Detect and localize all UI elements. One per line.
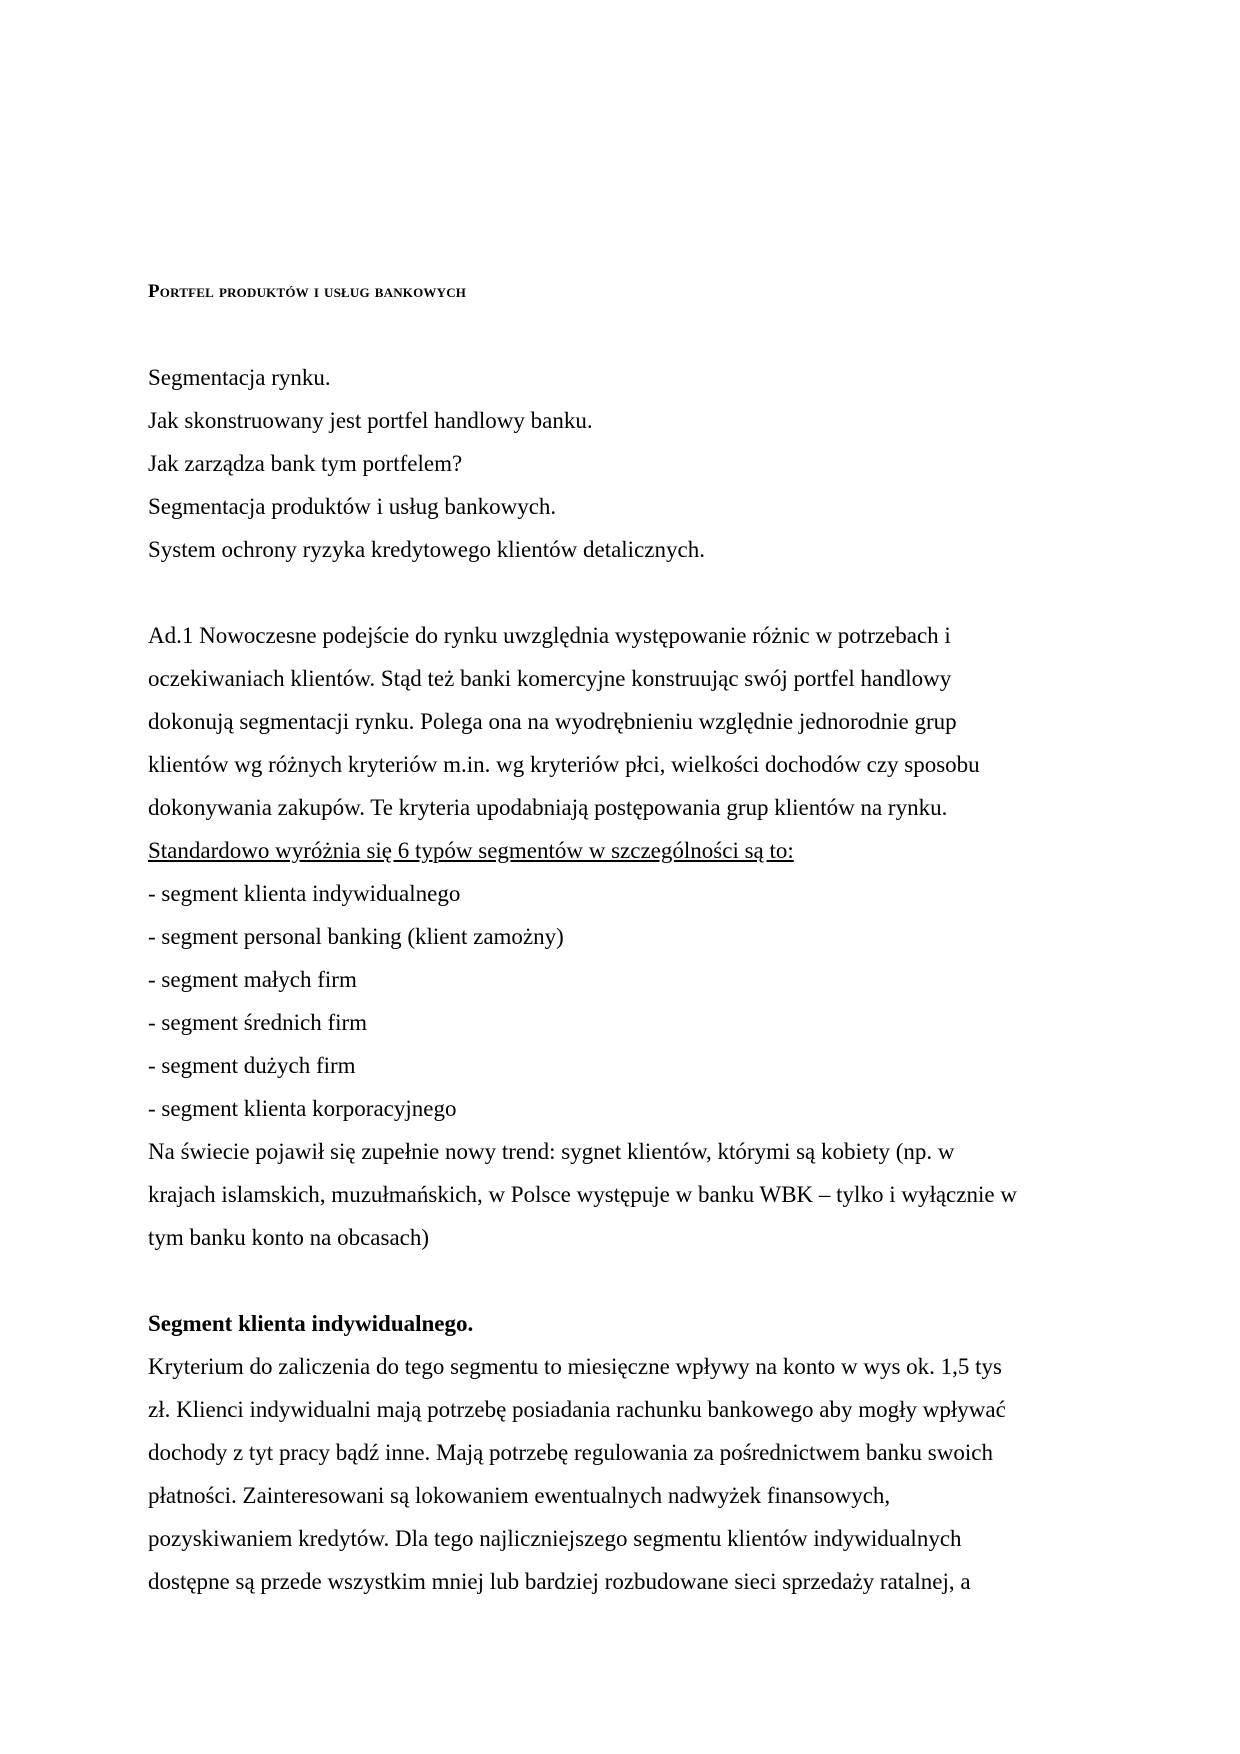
paragraph-line: krajach islamskich, muzułmańskich, w Polsce występuje w banku WBK – tylko i wyłącznie w: [148, 1182, 1017, 1207]
ad1-paragraph: [148, 614, 1100, 829]
paragraph-line: dochody z tyt pracy bądź inne. Mają potrzebę regulowania za pośrednictwem banku swoich: [148, 1440, 993, 1465]
document-page: [148, 270, 1100, 1603]
topic-item: Segmentacja produktów i usług bankowych.: [148, 494, 557, 519]
topic-item: Jak skonstruowany jest portfel handlowy banku.: [148, 408, 593, 433]
document-title: Portfel produktów i usług bankowych: [148, 281, 467, 302]
section-paragraph: [148, 1345, 1100, 1603]
topic-item: Segmentacja rynku.: [148, 365, 331, 390]
paragraph-line: zł. Klienci indywidualni mają potrzebę posiadania rachunku bankowego aby mogły wpływać: [148, 1397, 1006, 1422]
paragraph-line: płatności. Zainteresowani są lokowaniem ewentualnych nadwyżek finansowych,: [148, 1483, 891, 1508]
segments-intro-text: Standardowo wyróżnia się 6 typów segmentów w szczególności są to:: [148, 838, 794, 863]
paragraph-line: dostępne są przede wszystkim mniej lub bardziej rozbudowane sieci sprzedaży ratalnej, a: [148, 1569, 971, 1594]
segment-item: - segment personal banking (klient zamożny): [148, 924, 564, 949]
segment-item: - segment klienta korporacyjnego: [148, 1096, 457, 1121]
section-heading: Segment klienta indywidualnego.: [148, 1311, 474, 1336]
paragraph-line: dokonywania zakupów. Te kryteria upodabniają postępowania grup klientów na rynku.: [148, 795, 948, 820]
paragraph-line: pozyskiwaniem kredytów. Dla tego najliczniejszego segmentu klientów indywidualnych: [148, 1526, 962, 1551]
paragraph-line: klientów wg różnych kryteriów m.in. wg kryteriów płci, wielkości dochodów czy sposobu: [148, 752, 980, 777]
segments-intro: [148, 829, 1100, 872]
spacer: [148, 1259, 1100, 1302]
spacer: [148, 313, 1100, 356]
segment-item: - segment małych firm: [148, 967, 357, 992]
trend-paragraph: [148, 1130, 1100, 1259]
paragraph-line: dokonują segmentacji rynku. Polega ona na wyodrębnieniu względnie jednorodnie grup: [148, 709, 957, 734]
topic-item: System ochrony ryzyka kredytowego klientów detalicznych.: [148, 537, 705, 562]
spacer: [148, 571, 1100, 614]
paragraph-line: Ad.1 Nowoczesne podejście do rynku uwzględnia występowanie różnic w potrzebach i: [148, 623, 951, 648]
paragraph-line: tym banku konto na obcasach): [148, 1225, 430, 1250]
paragraph-line: Kryterium do zaliczenia do tego segmentu to miesięczne wpływy na konto w wys ok. 1,5 tys: [148, 1354, 1002, 1379]
segment-item: - segment dużych firm: [148, 1053, 356, 1078]
segment-item: - segment klienta indywidualnego: [148, 881, 461, 906]
topics-list: [148, 356, 1100, 571]
segments-list: [148, 872, 1100, 1130]
paragraph-line: oczekiwaniach klientów. Stąd też banki komercyjne konstruując swój portfel handlowy: [148, 666, 952, 691]
topic-item: Jak zarządza bank tym portfelem?: [148, 451, 463, 476]
segment-item: - segment średnich firm: [148, 1010, 368, 1035]
paragraph-line: Na świecie pojawił się zupełnie nowy trend: sygnet klientów, którymi są kobiety (np. w: [148, 1139, 955, 1164]
